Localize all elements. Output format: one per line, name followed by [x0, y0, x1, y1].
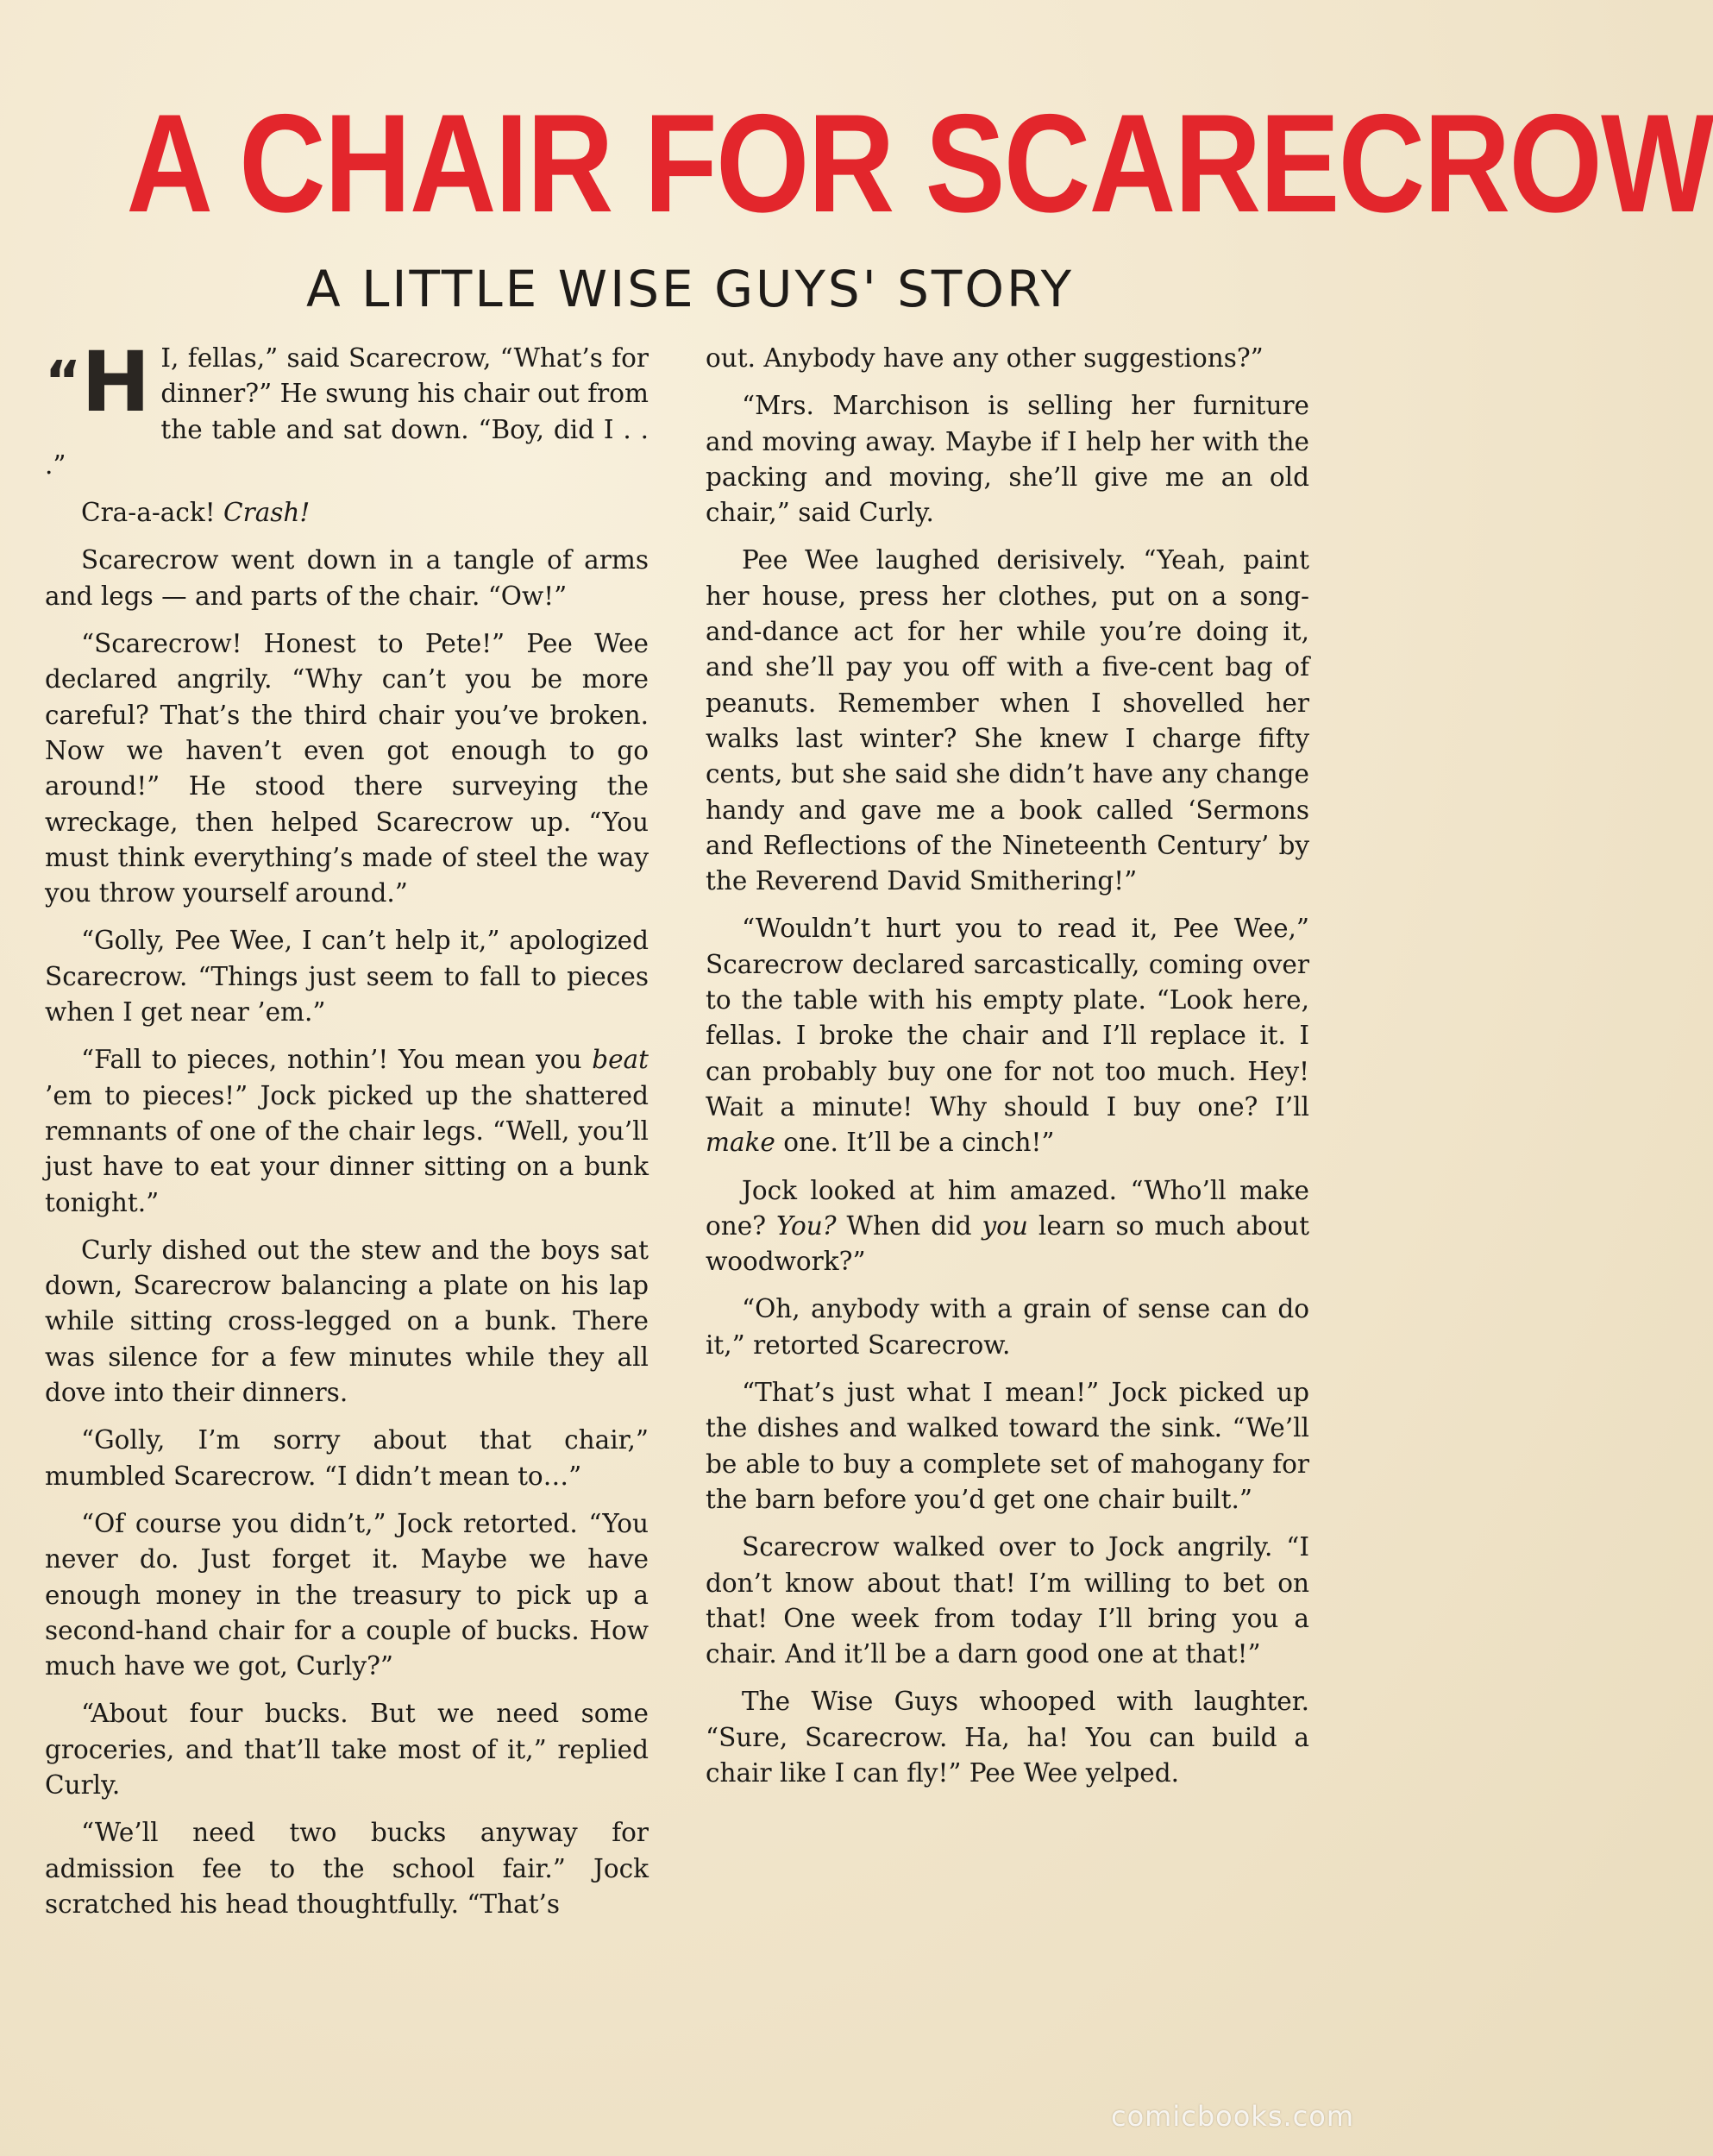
paragraph: “Mrs. Marchison is selling her furniture and moving away. Maybe if I help her with the packing and moving, she’ll give me an old chair,” said Curly. — [706, 391, 1309, 528]
paragraph: “Oh, anybody with a grain of sense can do it,” retorted Scarecrow. — [706, 1294, 1309, 1360]
paragraph: “Of course you didn’t,” Jock retorted. “You never do. Just forget it. Maybe we have enough money in the treasury to pick up a second-hand chair for a couple of bucks. How much have we got, Curly?” — [45, 1508, 649, 1681]
paragraph: “Golly, I’m sorry about that chair,” mumbled Scarecrow. “I didn’t mean to…” — [45, 1425, 649, 1491]
drop-cap: “H — [45, 334, 151, 431]
paragraph: “That’s just what I mean!” Jock picked up the dishes and walked toward the sink. “We’ll be able to buy a complete set of mahogany for the barn before you’d get one chair built.” — [706, 1378, 1309, 1514]
text-column-right — [706, 341, 1309, 1980]
paragraph: Scarecrow walked over to Jock angrily. “I don’t know about that! I’m willing to bet on that! One week from today I’ll bring you a chair. And it’ll be a darn good one at that!” — [706, 1532, 1309, 1669]
paragraph: out. Anybody have any other suggestions?” — [706, 343, 1264, 373]
paragraph: Curly dished out the stew and the boys sat down, Scarecrow balancing a plate on his lap while sitting cross-legged on a bunk. There was silence for a few minutes while they all dove into their dinners. — [45, 1235, 649, 1408]
text-column-left — [45, 334, 649, 1980]
paragraph: The Wise Guys whooped with laughter. “Sure, Scarecrow. Ha, ha! You can build a chair like I can fly!” Pee Wee yelped. — [706, 1687, 1309, 1788]
story-title: A CHAIR FOR SCARECROW — [126, 85, 1713, 242]
watermark: comicbooks.com — [1110, 2100, 1354, 2133]
story-subtitle: A LITTLE WISE GUYS' STORY — [305, 260, 1075, 318]
paragraph: “H I, fellas,” said Scarecrow, “What’s for dinner?” He swung his chair out from the table and sat down. “Boy, did I . . .” — [45, 334, 649, 480]
paragraph: Scarecrow went down in a tangle of arms and legs — and parts of the chair. “Ow!” — [45, 545, 649, 611]
paragraph: “Scarecrow! Honest to Pete!” Pee Wee declared angrily. “Why can’t you be more careful? That’s the third chair you’ve broken. Now we haven’t even got enough to go around!” He stood there surveying the wreckage, then helped Scarecrow up. “You must think everything’s made of steel the way you throw yourself around.” — [45, 629, 649, 908]
paragraph: Jock looked at him amazed. “Who’ll make one? You? When did you learn so much about woodwork?” — [706, 1175, 1309, 1277]
paragraph: “We’ll need two bucks anyway for admission fee to the school fair.” Jock scratched his head thoughtfully. “That’s — [45, 1818, 649, 1919]
paragraph: Cra-a-ack! Crash! — [81, 498, 311, 528]
paragraph: “Wouldn’t hurt you to read it, Pee Wee,” Scarecrow declared sarcastically, coming over to the table with his empty plate. “Look here, fellas. I broke the chair and I’ll replace it. I can probably buy one for not too much. Hey! Wait a minute! Why should I buy one? I’ll make one. It’ll be a cinch!” — [706, 914, 1309, 1158]
paragraph: “About four bucks. But we need some groceries, and that’ll take most of it,” replied Curly. — [45, 1699, 649, 1800]
paragraph: “Golly, Pee Wee, I can’t help it,” apologized Scarecrow. “Things just seem to fall to pieces when I get near ’em.” — [45, 926, 649, 1028]
paragraph: “Fall to pieces, nothin’! You mean you beat ’em to pieces!” Jock picked up the shattered remnants of one of the chair legs. “Well, you’ll just have to eat your dinner sitting on a bunk tonight.” — [45, 1045, 649, 1217]
paragraph: Pee Wee laughed derisively. “Yeah, paint her house, press her clothes, put on a song-and-dance act for her while you’re doing it, and she’ll pay you off with a five-cent bag of peanuts. Remember when I shovelled her walks last winter? She knew I charge fifty cents, but she said she didn’t have any change handy and gave me a book called ‘Sermons and Reflections of the Nineteenth Century’ by the Reverend David Smithering!” — [706, 545, 1309, 896]
